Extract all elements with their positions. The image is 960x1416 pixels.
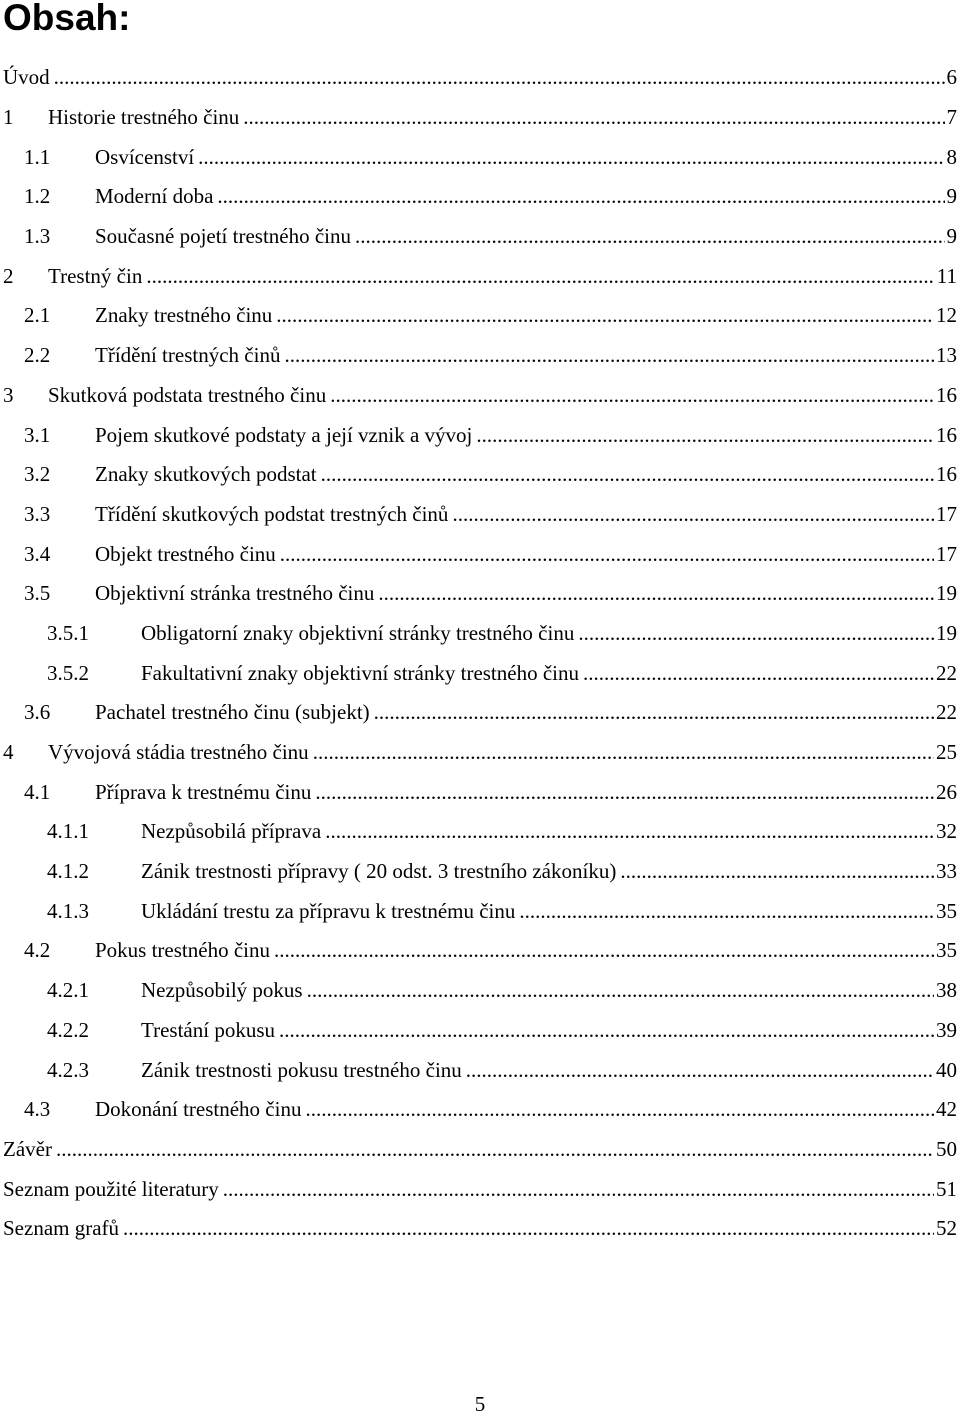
toc-entry-number: 3.2 [24,462,95,487]
toc-entry-number: 4.1.3 [47,899,141,924]
toc-entry-page: 35 [936,899,960,924]
toc-entry-page: 38 [936,978,960,1003]
toc-entry-number: 4.1 [24,780,95,805]
toc-dot-leader [519,899,934,924]
toc-entry-title: Trestný čin [48,264,144,289]
toc-entry[interactable] [0,1209,960,1249]
toc-entry-page: 25 [936,740,960,765]
toc-entry-page: 16 [936,423,960,448]
toc-entry-number: 3.5.2 [47,661,141,686]
toc-dot-leader [476,423,934,448]
toc-entry[interactable] [0,376,960,416]
toc-entry-page: 50 [936,1137,960,1162]
toc-entry[interactable] [0,733,960,773]
toc-entry[interactable] [0,971,960,1011]
toc-dot-leader [274,938,934,963]
toc-entry-title: Závěr [3,1137,54,1162]
toc-entry-title: Dokonání trestného činu [95,1097,303,1122]
toc-entry[interactable] [0,1050,960,1090]
toc-entry[interactable] [0,256,960,296]
toc-entry[interactable] [0,415,960,455]
toc-entry-number: 3.4 [24,542,95,567]
toc-entry[interactable] [0,614,960,654]
toc-dot-leader [54,65,945,90]
toc-entry-title: Historie trestného činu [48,105,241,130]
toc-entry-page: 26 [936,780,960,805]
toc-entry-title: Moderní doba [95,184,215,209]
toc-entry-title: Fakultativní znaky objektivní stránky trestného činu [141,661,581,686]
toc-dot-leader [279,1018,934,1043]
toc-entry-page: 12 [936,303,960,328]
toc-entry-page: 22 [936,661,960,686]
toc-entry-number: 2.2 [24,343,95,368]
toc-entry-number: 4.2.3 [47,1058,141,1083]
toc-entry-number: 3.6 [24,700,95,725]
toc-entry-title: Příprava k trestnému činu [95,780,313,805]
toc-entry[interactable] [0,1130,960,1170]
toc-dot-leader [198,145,944,170]
toc-entry-title: Obligatorní znaky objektivní stránky trestného činu [141,621,576,646]
toc-dot-leader [305,1097,934,1122]
toc-entry-page: 33 [936,859,960,884]
toc-entry-page: 51 [936,1177,960,1202]
toc-entry[interactable] [0,495,960,535]
toc-entry[interactable] [0,177,960,217]
toc-dot-leader [217,184,944,209]
toc-dot-leader [620,859,934,884]
toc-entry-page: 11 [937,264,960,289]
toc-entry-title: Vývojová stádia trestného činu [48,740,311,765]
toc-entry-title: Skutková podstata trestného činu [48,383,328,408]
toc-entry-title: Objekt trestného činu [95,542,278,567]
toc-dot-leader [583,661,934,686]
toc-entry-number: 2 [3,264,48,289]
toc-entry-page: 42 [936,1097,960,1122]
toc-entry[interactable] [0,891,960,931]
toc-entry-title: Objektivní stránka trestného činu [95,581,376,606]
toc-entry-page: 9 [947,224,960,249]
toc-entry[interactable] [0,812,960,852]
toc-dot-leader [452,502,934,527]
toc-entry[interactable] [0,693,960,733]
toc-entry-page: 39 [936,1018,960,1043]
toc-entry-title: Současné pojetí trestného činu [95,224,353,249]
toc-entry-page: 6 [947,65,960,90]
toc-entry[interactable] [0,98,960,138]
toc-entry[interactable] [0,1090,960,1130]
toc-entry-number: 4.2.2 [47,1018,141,1043]
toc-entry-number: 4.2 [24,938,95,963]
toc-dot-leader [325,819,934,844]
toc-dot-leader [280,542,934,567]
toc-entry-number: 4.2.1 [47,978,141,1003]
toc-entry-title: Pojem skutkové podstaty a její vznik a vývoj [95,423,474,448]
toc-entry-number: 3 [3,383,48,408]
toc-entry-number: 2.1 [24,303,95,328]
toc-entry-page: 7 [947,105,960,130]
toc-entry-title: Pokus trestného činu [95,938,272,963]
toc-entry-title: Seznam grafů [3,1216,121,1241]
toc-entry[interactable] [0,772,960,812]
page-number: 5 [0,1392,960,1416]
toc-entry-title: Znaky skutkových podstat [95,462,319,487]
toc-dot-leader [374,700,934,725]
toc-entry-page: 22 [936,700,960,725]
toc-entry-title: Nezpůsobilá příprava [141,819,323,844]
toc-entry[interactable] [0,931,960,971]
toc-entry-number: 4.3 [24,1097,95,1122]
toc-entry-title: Znaky trestného činu [95,303,274,328]
toc-dot-leader [578,621,934,646]
toc-entry-number: 3.3 [24,502,95,527]
toc-entry-page: 8 [947,145,960,170]
toc-entry-title: Ukládání trestu za přípravu k trestnému činu [141,899,517,924]
toc-entry-number: 1.1 [24,145,95,170]
toc-entry-title: Pachatel trestného činu (subjekt) [95,700,372,725]
page-title: Obsah: [3,0,130,44]
toc-entry-page: 19 [936,581,960,606]
toc-entry-number: 3.1 [24,423,95,448]
toc-entry-number: 3.5.1 [47,621,141,646]
toc-dot-leader [330,383,934,408]
toc-entry-title: Seznam použité literatury [3,1177,221,1202]
toc-dot-leader [466,1058,934,1083]
toc-entry-title: Třídění trestných činů [95,343,282,368]
toc-entry[interactable] [0,455,960,495]
toc-entry-page: 16 [936,383,960,408]
toc-dot-leader [307,978,934,1003]
toc-entry-number: 4 [3,740,48,765]
toc-entry[interactable] [0,137,960,177]
toc-entry-title: Osvícenství [95,145,196,170]
toc-entry[interactable] [0,653,960,693]
toc-entry-title: Zánik trestnosti přípravy ( 20 odst. 3 trestního zákoníku) [141,859,618,884]
toc-entry-number: 4.1.2 [47,859,141,884]
toc-dot-leader [284,343,934,368]
toc-dot-leader [123,1216,934,1241]
toc-entry-page: 17 [936,542,960,567]
toc-entry-number: 3.5 [24,581,95,606]
toc-entry-title: Úvod [3,65,52,90]
toc-dot-leader [378,581,934,606]
toc-entry-page: 32 [936,819,960,844]
toc-entry[interactable] [0,336,960,376]
toc-dot-leader [321,462,934,487]
toc-entry-number: 1 [3,105,48,130]
toc-entry-title: Nezpůsobilý pokus [141,978,305,1003]
toc-entry-page: 35 [936,938,960,963]
toc-entry[interactable] [0,217,960,257]
toc-dot-leader [243,105,944,130]
toc-dot-leader [315,780,934,805]
toc-entry[interactable] [0,1011,960,1051]
toc-entry-page: 16 [936,462,960,487]
toc-entry[interactable] [0,534,960,574]
toc-entry-title: Zánik trestnosti pokusu trestného činu [141,1058,464,1083]
toc-entry[interactable] [0,58,960,98]
toc-dot-leader [276,303,934,328]
toc-dot-leader [146,264,934,289]
toc-entry[interactable] [0,296,960,336]
toc-entry-number: 4.1.1 [47,819,141,844]
toc-entry-number: 1.2 [24,184,95,209]
toc-entry-page: 52 [936,1216,960,1241]
toc-entry-title: Trestání pokusu [141,1018,277,1043]
toc-dot-leader [355,224,944,249]
toc-entry-title: Třídění skutkových podstat trestných činů [95,502,450,527]
toc-entry-page: 19 [936,621,960,646]
toc-dot-leader [56,1137,934,1162]
toc-entry-page: 40 [936,1058,960,1083]
toc-entry-page: 13 [936,343,960,368]
toc-dot-leader [313,740,934,765]
table-of-contents [0,58,960,1249]
toc-entry[interactable] [0,852,960,892]
toc-entry-number: 1.3 [24,224,95,249]
toc-entry-page: 9 [947,184,960,209]
toc-entry-page: 17 [936,502,960,527]
toc-entry[interactable] [0,1169,960,1209]
toc-entry[interactable] [0,574,960,614]
toc-dot-leader [223,1177,934,1202]
